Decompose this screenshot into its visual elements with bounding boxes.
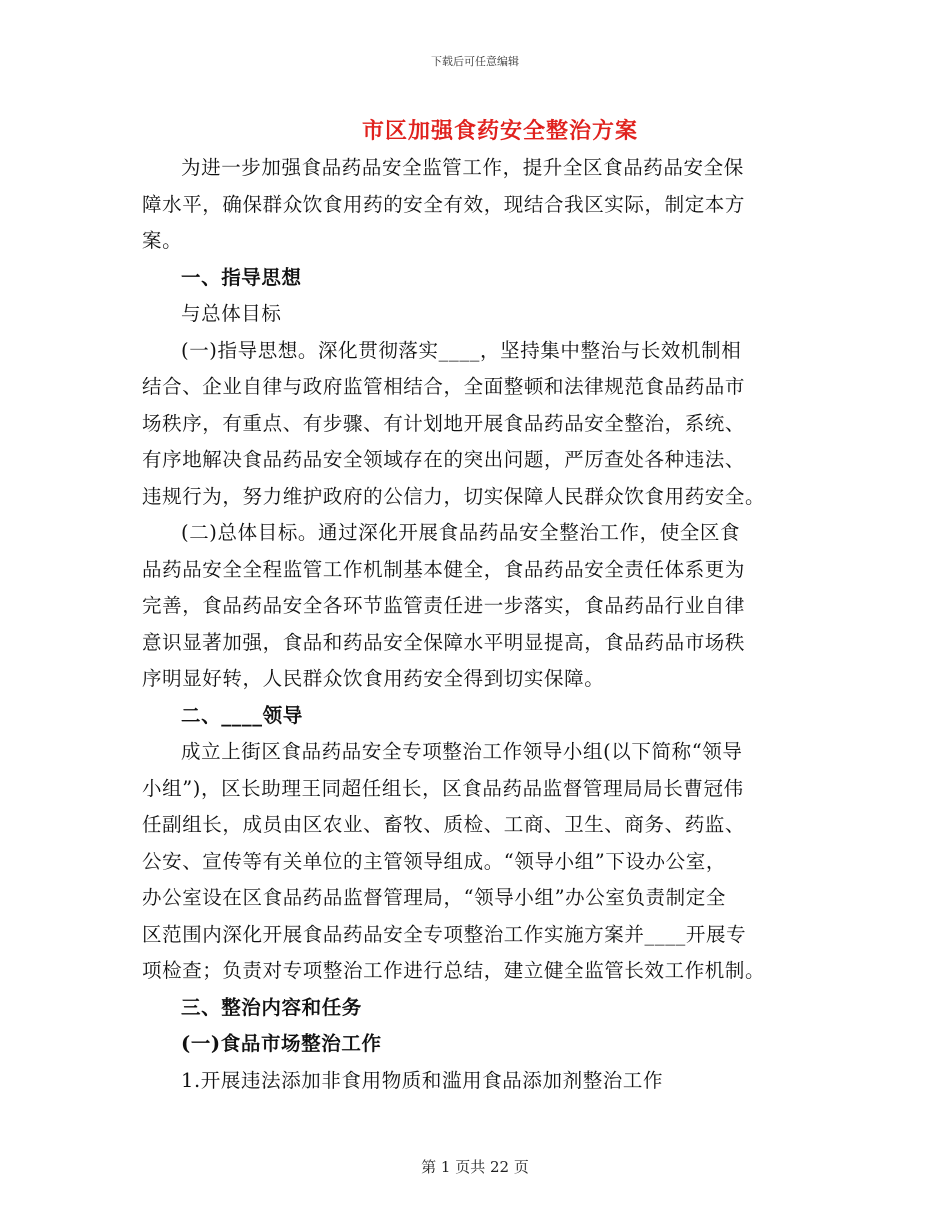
section-heading-2: 二、____领导 — [181, 703, 303, 727]
paragraph-intro-line: 为进一步加强食品药品安全监管工作，提升全区食品药品安全保 — [181, 156, 744, 179]
paragraph-leadership-line: 成立上街区食品药品安全专项整治工作领导小组(以下简称“领导 — [181, 740, 743, 763]
paragraph-leadership-line: 项检查；负责对专项整治工作进行总结，建立健全监管长效工作机制。 — [142, 959, 766, 982]
document-body — [142, 150, 810, 1099]
paragraph-guiding-line: 场秩序，有重点、有步骤、有计划地开展食品药品安全整治，系统、 — [142, 411, 746, 435]
paragraph-goal-line: 品药品安全全程监管工作机制基本健全，食品药品安全责任体系更为 — [142, 557, 746, 581]
subsection-heading: (一)食品市场整治工作 — [181, 1032, 382, 1055]
section-heading-1: 一、指导思想 — [181, 265, 302, 289]
paragraph-leadership-line: 区范围内深化开展食品药品安全专项整治工作实施方案并____开展专 — [142, 922, 747, 946]
list-item: 1.开展违法添加非食用物质和滥用食品添加剂整治工作 — [181, 1068, 664, 1092]
section-heading-1-continuation: 与总体目标 — [181, 302, 282, 325]
paragraph-intro-line: 障水平，确保群众饮食用药的安全有效，现结合我区实际，制定本方 — [142, 192, 746, 216]
paragraph-guiding-line: 违规行为，努力维护政府的公信力，切实保障人民群众饮食用药安全。 — [142, 484, 766, 508]
paragraph-goal-line: 完善，食品药品安全各环节监管责任进一步落实，食品药品行业自律 — [142, 594, 746, 617]
paragraph-goal-line: 意识显著加强，食品和药品安全保障水平明显提高，食品药品市场秩 — [142, 630, 746, 654]
paragraph-leadership-line: 公安、宣传等有关单位的主管领导组成。“领导小组”下设办公室， — [142, 849, 726, 873]
paragraph-intro-line: 案。 — [142, 229, 183, 252]
paragraph-goal-line: (二)总体目标。通过深化开展食品药品安全整治工作，使全区食 — [181, 521, 741, 544]
page-header: 下载后可任意编辑 — [431, 55, 519, 68]
section-heading-3: 三、整治内容和任务 — [181, 995, 362, 1019]
paragraph-leadership-line: 办公室设在区食品药品监督管理局，“领导小组”办公室负责制定全 — [142, 886, 726, 909]
paragraph-guiding-line: 结合、企业自律与政府监管相结合，全面整顿和法律规范食品药品市 — [142, 375, 746, 398]
paragraph-leadership-line: 任副组长，成员由区农业、畜牧、质检、工商、卫生、商务、药监、 — [142, 813, 746, 836]
paragraph-goal-line: 序明显好转，人民群众饮食用药安全得到切实保障。 — [142, 667, 605, 690]
paragraph-leadership-line: 小组”)，区长助理王同超任组长，区食品药品监督管理局局长曹冠伟 — [142, 776, 744, 800]
paragraph-guiding-line: (一)指导思想。深化贯彻落实____，坚持集中整治与长效机制相 — [181, 338, 742, 362]
paragraph-guiding-line: 有序地解决食品药品安全领域存在的突出问题，严厉查处各种违法、 — [142, 448, 746, 471]
document-title: 市区加强食药安全整治方案 — [361, 118, 638, 144]
page-footer: 第 1 页共 22 页 — [421, 1158, 529, 1176]
